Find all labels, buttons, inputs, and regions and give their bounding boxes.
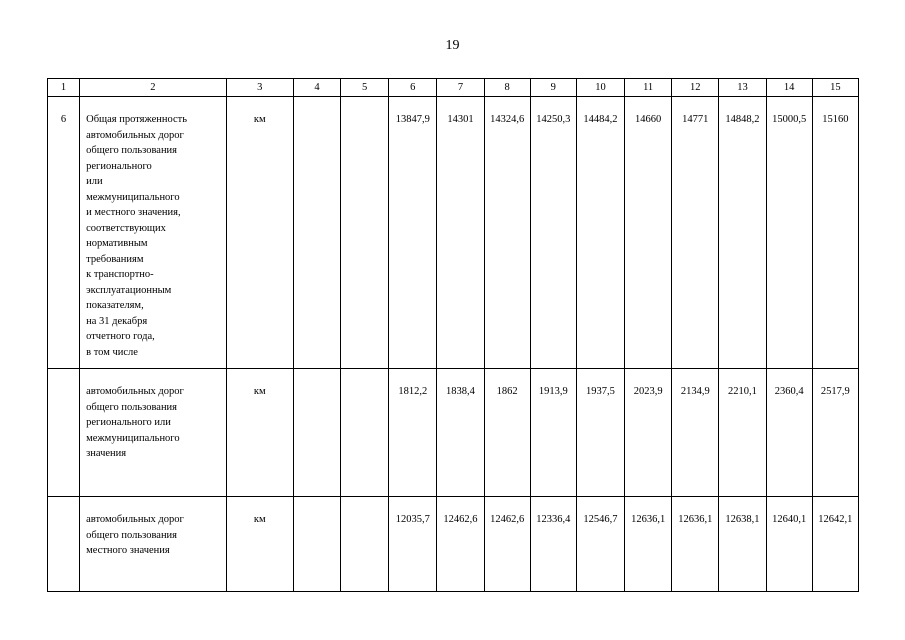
value-cell: 1838,4 xyxy=(437,369,484,497)
description-line: автомобильных дорог xyxy=(86,386,184,397)
unit-cell: км xyxy=(226,369,293,497)
value-cell: 2360,4 xyxy=(766,369,812,497)
description-line: Общая протяженность xyxy=(86,114,188,125)
value-cell: 12336,4 xyxy=(530,497,576,592)
description-line: и местного значения, xyxy=(86,207,181,218)
value-cell: 14660 xyxy=(625,97,672,369)
value-cell: 12636,1 xyxy=(672,497,719,592)
value-cell: 12636,1 xyxy=(625,497,672,592)
header-cell: 1 xyxy=(48,79,80,97)
header-cell: 3 xyxy=(226,79,293,97)
header-cell: 2 xyxy=(80,79,227,97)
table-row xyxy=(48,497,859,592)
value-cell: 1862 xyxy=(484,369,530,497)
value-cell: 14848,2 xyxy=(719,97,766,369)
value-cell: 12638,1 xyxy=(719,497,766,592)
description-line: соответствующих xyxy=(86,222,166,234)
description-line: нормативным xyxy=(86,238,148,249)
description-line: автомобильных дорог xyxy=(86,129,184,141)
description-line: автомобильных дорог xyxy=(86,514,184,525)
indicator-description-cell xyxy=(80,497,227,592)
value-cell: 15000,5 xyxy=(766,97,812,369)
description-line: регионального xyxy=(86,160,152,172)
description-line: эксплуатационным xyxy=(86,284,172,296)
description-line: значения xyxy=(86,448,127,459)
description-line: показателям, xyxy=(86,300,144,311)
empty-cell xyxy=(293,97,340,369)
header-cell: 6 xyxy=(389,79,437,97)
header-cell: 14 xyxy=(766,79,812,97)
header-cell: 11 xyxy=(625,79,672,97)
description-line: межмуниципального xyxy=(86,191,180,203)
value-cell: 2517,9 xyxy=(812,369,858,497)
page-number: 19 xyxy=(445,38,460,53)
header-cell: 13 xyxy=(719,79,766,97)
value-cell: 14484,2 xyxy=(576,97,624,369)
value-cell: 12462,6 xyxy=(437,497,484,592)
description-line: межмуниципального xyxy=(86,432,180,444)
value-cell: 12546,7 xyxy=(576,497,624,592)
value-cell: 14771 xyxy=(672,97,719,369)
header-cell: 12 xyxy=(672,79,719,97)
header-cell: 15 xyxy=(812,79,858,97)
value-cell: 14301 xyxy=(437,97,484,369)
header-cell: 9 xyxy=(530,79,576,97)
header-row xyxy=(48,79,859,97)
empty-cell xyxy=(341,97,389,369)
empty-cell xyxy=(293,369,340,497)
header-cell: 10 xyxy=(576,79,624,97)
row-number-cell xyxy=(48,497,80,592)
value-cell: 12035,7 xyxy=(389,497,437,592)
value-cell: 1913,9 xyxy=(530,369,576,497)
description-line: общего пользования xyxy=(86,529,178,541)
value-cell: 1812,2 xyxy=(389,369,437,497)
row-number-cell xyxy=(48,369,80,497)
value-cell: 12640,1 xyxy=(766,497,812,592)
description-line: регионального или xyxy=(86,417,171,428)
value-cell: 14324,6 xyxy=(484,97,530,369)
indicator-description-cell xyxy=(80,97,227,369)
description-line: общего пользования xyxy=(86,401,178,413)
value-cell: 14250,3 xyxy=(530,97,576,369)
unit-cell: км xyxy=(226,97,293,369)
header-cell: 4 xyxy=(293,79,340,97)
table-row xyxy=(48,97,859,369)
value-cell: 15160 xyxy=(812,97,858,369)
description-line: отчетного года, xyxy=(86,331,155,342)
empty-cell xyxy=(341,497,389,592)
description-line: общего пользования xyxy=(86,145,178,156)
header-cell: 5 xyxy=(341,79,389,97)
header-cell: 7 xyxy=(437,79,484,97)
value-cell: 12462,6 xyxy=(484,497,530,592)
value-cell: 1937,5 xyxy=(576,369,624,497)
row-number-cell: 6 xyxy=(48,97,80,369)
indicators-table xyxy=(47,78,859,592)
description-line: в том числе xyxy=(86,346,138,358)
value-cell: 2210,1 xyxy=(719,369,766,497)
description-line: или xyxy=(86,176,103,187)
empty-cell xyxy=(341,369,389,497)
header-cell: 8 xyxy=(484,79,530,97)
description-line: местного значения xyxy=(86,545,170,556)
description-line: к транспортно- xyxy=(86,269,154,280)
value-cell: 2134,9 xyxy=(672,369,719,497)
description-line: требованиям xyxy=(86,253,144,265)
value-cell: 13847,9 xyxy=(389,97,437,369)
value-cell: 2023,9 xyxy=(625,369,672,497)
value-cell: 12642,1 xyxy=(812,497,858,592)
table-row xyxy=(48,369,859,497)
empty-cell xyxy=(293,497,340,592)
indicator-description-cell xyxy=(80,369,227,497)
description-line: на 31 декабря xyxy=(86,315,148,327)
unit-cell: км xyxy=(226,497,293,592)
